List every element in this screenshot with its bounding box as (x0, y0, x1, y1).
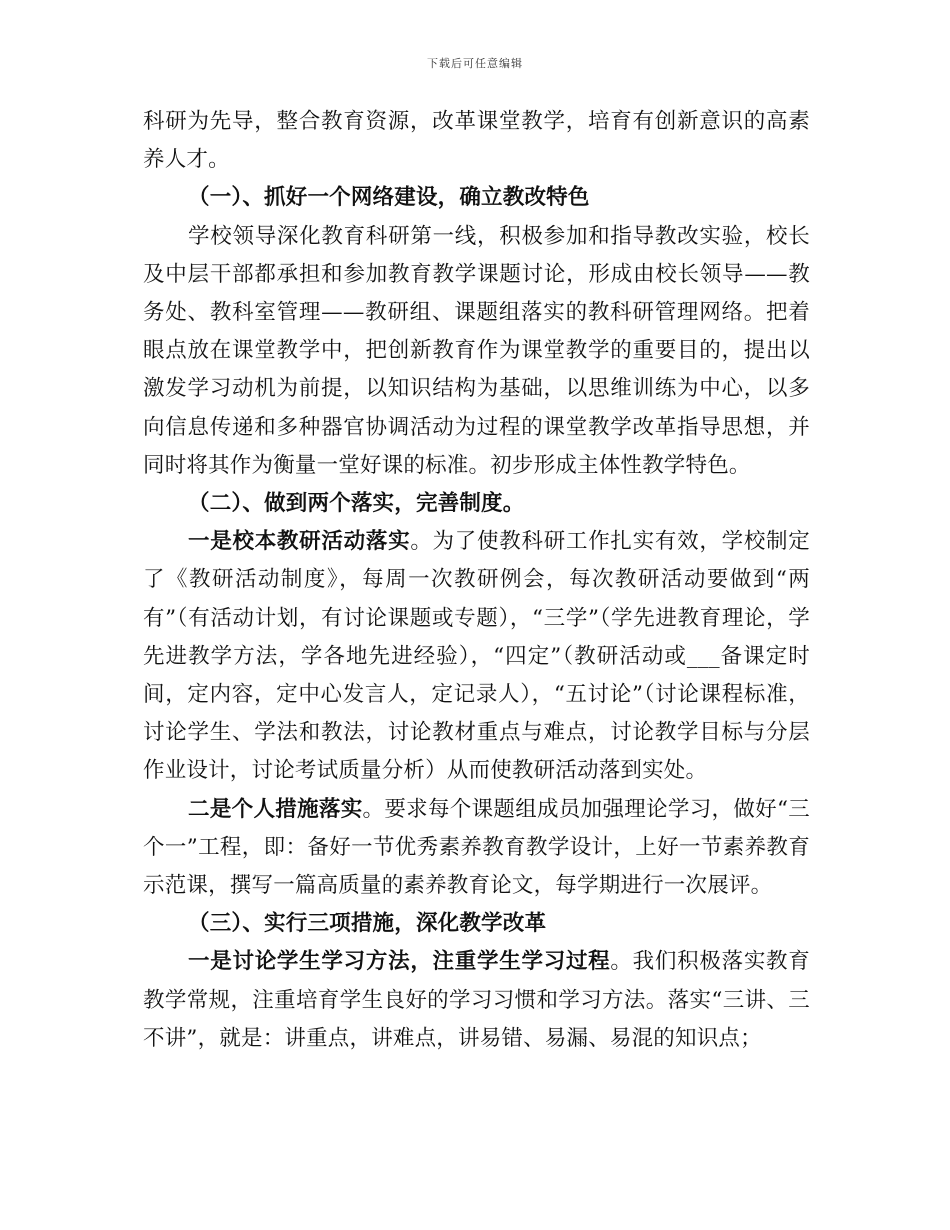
paragraph-lead-bold: 二是个人措施落实 (188, 796, 363, 822)
paragraph-intro-continuation: 科研为先导，整合教育资源，改革课堂教学，培育有创新意识的高素养人才。 (143, 109, 810, 173)
paragraph-learning-methods (143, 943, 810, 1058)
section-heading-1: （一）、抓好一个网络建设，确立教改特色 (188, 185, 590, 211)
section-heading-2: （二）、做到两个落实，完善制度。 (188, 491, 525, 517)
document-body (143, 103, 810, 1058)
paragraph-body-text: 。要求每个课题组成员加强理论学习，做好“三个一”工程，即：备好一节优秀素养教育教学设计，上好一节素养教育示范课，撰写一篇高质量的素养教育论文，每学期进行一次展评。 (143, 796, 810, 899)
paragraph-school-research (143, 523, 810, 790)
paragraph-personal-measures (143, 791, 810, 906)
page-header-note: 下载后可任意编辑 (427, 57, 523, 70)
section-heading-3: （三）、实行三项措施，深化教学改革 (188, 911, 547, 937)
paragraph-network-building: 学校领导深化教育科研第一线，积极参加和指导教改实验，校长及中层干部都承担和参加教育教学课题讨论，形成由校长领导——教务处、教科室管理——教研组、课题组落实的教科研管理网络。把着眼点放在课堂教学中，把创新教育作为课堂教学的重要目的，提出以激发学习动机为前提，以知识结构为基础，以思维训练为中心，以多向信息传递和多种器官协调活动为过程的课堂教学改革指导思想，并同时将其作为衡量一堂好课的标准。初步形成主体性教学特色。 (143, 223, 810, 478)
paragraph-body-text: 。为了使教科研工作扎实有效，学校制定了《教研活动制度》，每周一次教研例会，每次教研活动要做到“两有”（有活动计划，有讨论课题或专题），“三学”（学先进教育理论，学先进教学方法，学各地先进经验），“四定”（教研活动或___备课定时间，定内容，定中心发言人，定记录人），“五讨论”（讨论课程标准，讨论学生、学法和教法，讨论教材重点与难点，讨论教学目标与分层作业设计，讨论考试质量分析）从而使教研活动落到实处。 (143, 529, 810, 784)
paragraph-lead-bold: 一是校本教研活动落实 (188, 529, 411, 555)
paragraph-lead-bold: 一是讨论学生学习方法，注重学生学习过程 (188, 949, 611, 975)
paragraph-body-text: 。我们积极落实教育教学常规，注重培育学生良好的学习习惯和学习方法。落实“三讲、三不讲”，就是：讲重点，讲难点，讲易错、易漏、易混的知识点； (143, 949, 810, 1051)
